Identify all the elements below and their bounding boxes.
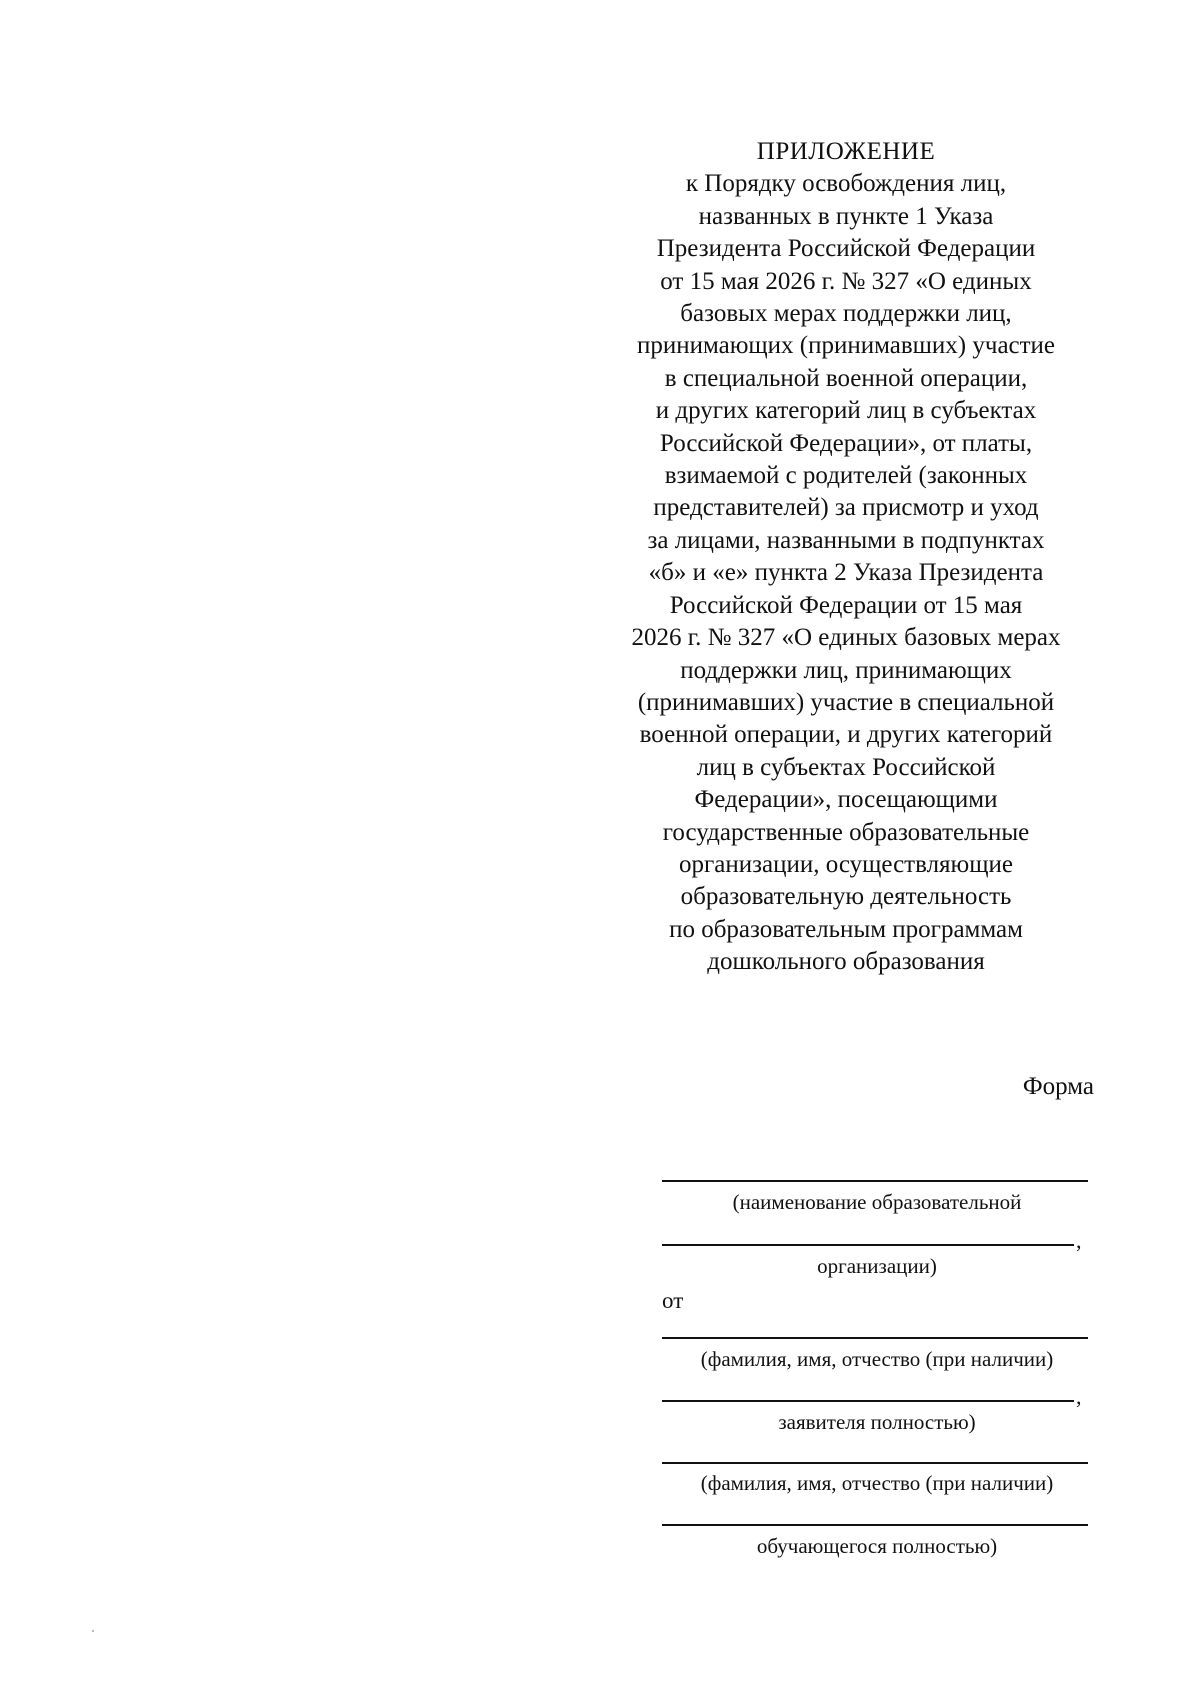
appendix-line: за лицами, названными в подпунктах [647, 526, 1045, 554]
applicant-name-caption-1: (фамилия, имя, отчество (при наличии) [700, 1347, 1054, 1371]
student-name-caption-1: (фамилия, имя, отчество (при наличии) [700, 1471, 1054, 1495]
appendix-line: государственные образовательные [662, 818, 1030, 846]
comma-mark: , [1076, 1384, 1082, 1409]
form-label: Форма [1022, 1073, 1094, 1100]
comma-mark: , [1076, 1228, 1082, 1253]
appendix-line: «б» и «е» пункта 2 Указа Президента [648, 559, 1044, 587]
appendix-line: и других категорий лиц в субъектах [655, 397, 1037, 425]
applicant-name-field-line-2[interactable] [662, 1400, 1074, 1402]
from-label: от [662, 1288, 684, 1313]
appendix-line: военной операции, и других категорий [639, 721, 1053, 749]
appendix-line: Российской Федерации», от платы, [659, 429, 1033, 457]
appendix-line: взимаемой с родителей (законных [664, 462, 1028, 490]
appendix-title: ПРИЛОЖЕНИЕ [756, 138, 936, 165]
appendix-line: принимающих (принимавших) участие [636, 332, 1056, 360]
student-name-field-line-1[interactable] [662, 1462, 1088, 1464]
appendix-line: лиц в субъектах Российской [696, 753, 996, 781]
appendix-line: Российской Федерации от 15 мая [669, 591, 1023, 619]
appendix-header [596, 136, 1096, 979]
appendix-line: Президента Российской Федерации [656, 235, 1036, 263]
appendix-line: поддержки лиц, принимающих [680, 656, 1012, 684]
org-name-caption-1: (наименование образовательной [732, 1190, 1022, 1214]
appendix-line: в специальной военной операции, [664, 364, 1028, 392]
appendix-line: 2026 г. № 327 «О единых базовых мерах [631, 624, 1061, 652]
org-name-caption-2: организации) [817, 1254, 937, 1278]
org-name-field-line-1[interactable] [662, 1180, 1088, 1182]
appendix-line: к Порядку освобождения лиц, [685, 170, 1007, 198]
appendix-line: дошкольного образования [707, 948, 985, 976]
appendix-line: организации, осуществляющие [679, 850, 1013, 878]
student-name-caption-2: обучающегося полностью) [756, 1534, 998, 1558]
appendix-line: (принимавших) участие в специальной [637, 688, 1055, 716]
applicant-name-field-line-1[interactable] [662, 1337, 1088, 1339]
scan-speck [92, 1630, 94, 1632]
appendix-line: Федерации», посещающими [694, 786, 998, 814]
appendix-line: названных в пункте 1 Указа [698, 202, 994, 230]
org-name-field-line-2[interactable] [662, 1244, 1074, 1246]
appendix-line: образовательную деятельность [680, 883, 1012, 911]
appendix-line: представителей) за присмотр и уход [653, 494, 1039, 522]
student-name-field-line-2[interactable] [662, 1524, 1088, 1526]
appendix-line: от 15 мая 2026 г. № 327 «О единых [660, 267, 1032, 295]
applicant-name-caption-2: заявителя полностью) [778, 1410, 976, 1434]
appendix-line: по образовательным программам [669, 915, 1023, 943]
appendix-line: базовых мерах поддержки лиц, [680, 300, 1012, 328]
